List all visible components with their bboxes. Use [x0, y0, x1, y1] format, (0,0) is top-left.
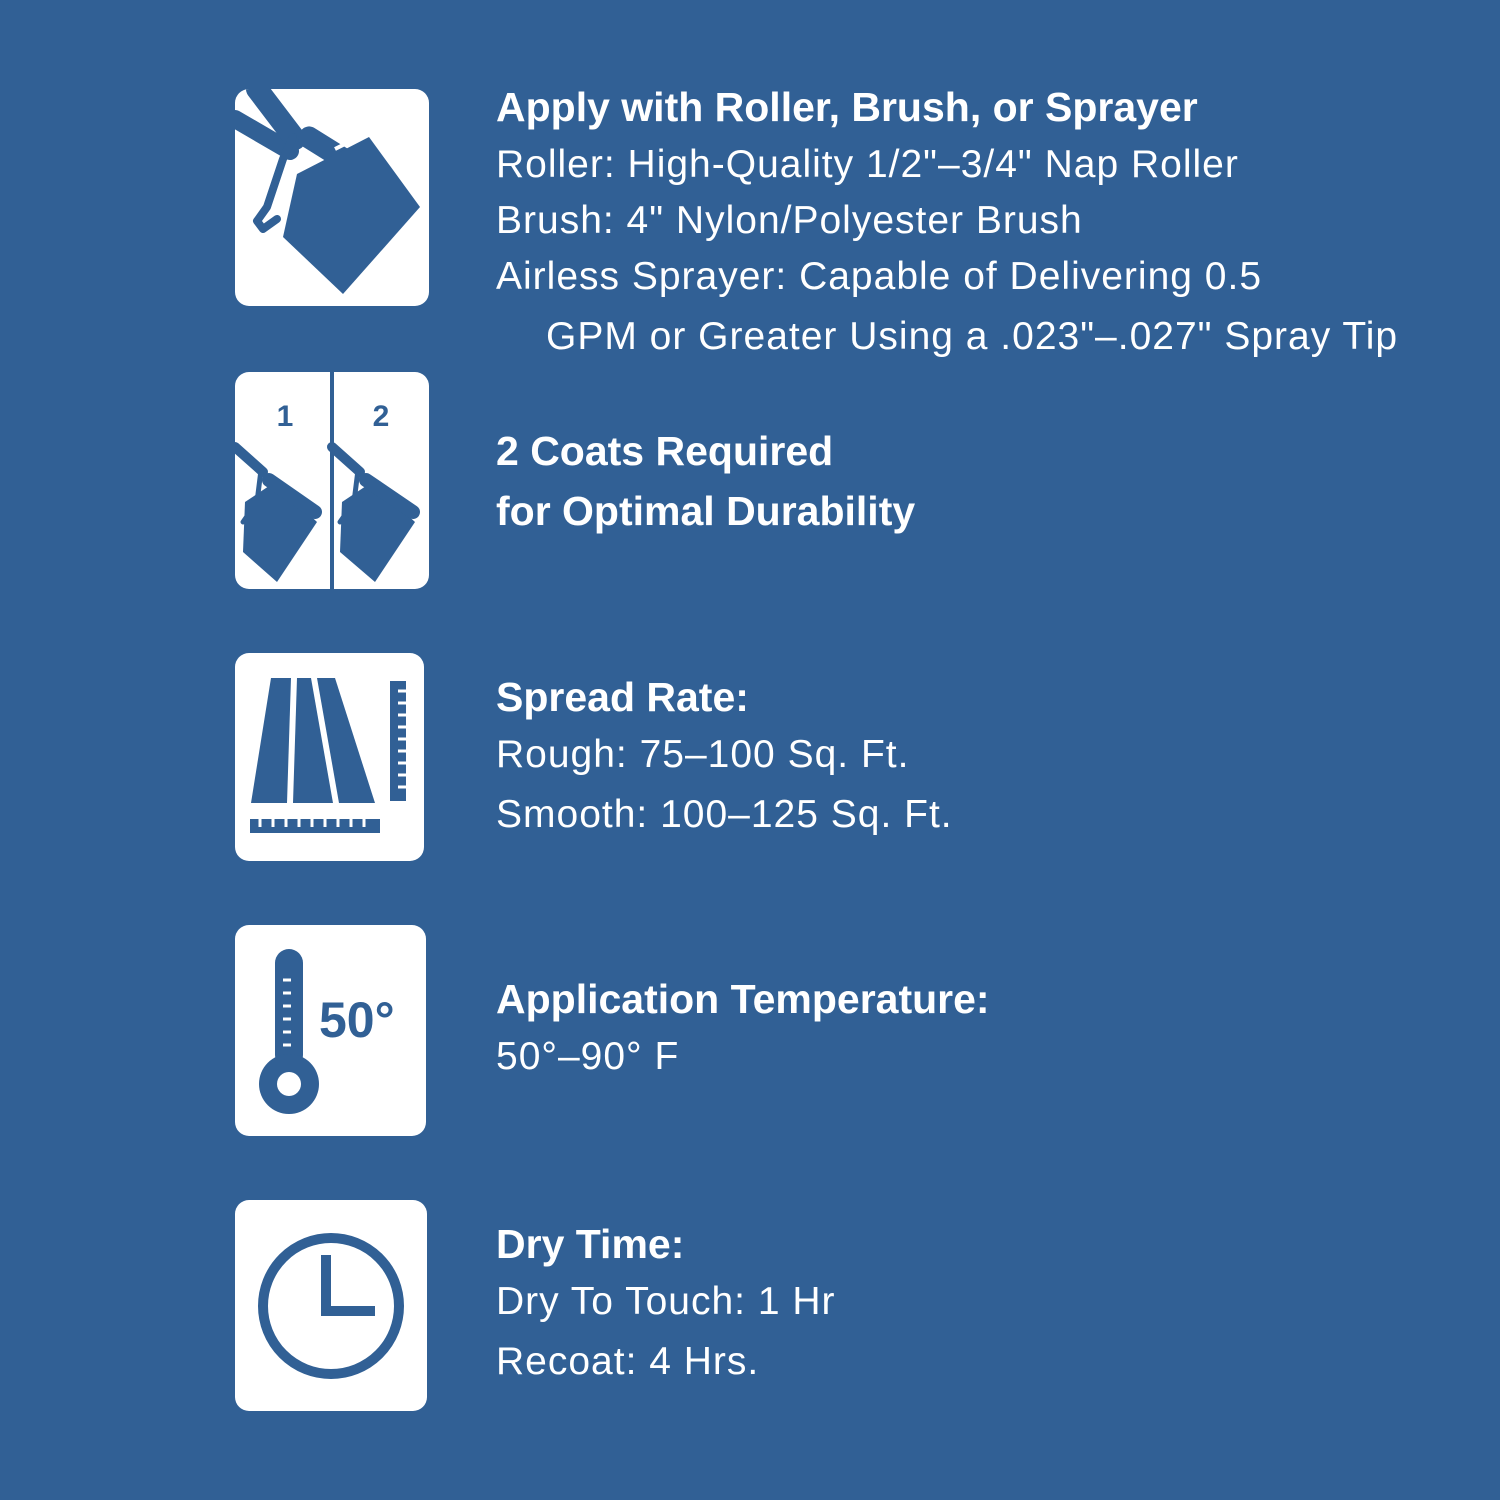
two-coats-icon	[235, 372, 429, 589]
coats-title-line-1: 2 Coats Required	[496, 428, 834, 474]
dry-time-touch: Dry To Touch: 1 Hr	[496, 1280, 836, 1323]
apply-line-roller: Roller: High-Quality 1/2"–3/4" Nap Roller	[496, 143, 1239, 186]
apply-line-sprayer-cont: GPM or Greater Using a .023"–.027" Spray Tip	[546, 315, 1399, 358]
spread-rate-icon	[235, 653, 424, 861]
spread-rate-smooth: Smooth: 100–125 Sq. Ft.	[496, 793, 953, 836]
dry-time-recoat: Recoat: 4 Hrs.	[496, 1340, 760, 1383]
coats-title-line-2: for Optimal Durability	[496, 488, 916, 534]
coat-one-label: 1	[276, 400, 294, 433]
thermometer-label: 50°	[319, 992, 395, 1048]
spread-rate-title: Spread Rate:	[496, 674, 749, 720]
spread-rate-rough: Rough: 75–100 Sq. Ft.	[496, 733, 910, 776]
paint-roller-icon	[235, 89, 429, 306]
temperature-title: Application Temperature:	[496, 976, 990, 1022]
apply-line-sprayer: Airless Sprayer: Capable of Delivering 0.5	[496, 255, 1263, 298]
coat-two-label: 2	[372, 400, 390, 433]
thermometer-icon	[235, 925, 426, 1136]
temperature-range: 50°–90° F	[496, 1035, 680, 1078]
clock-icon	[235, 1200, 427, 1411]
dry-time-title: Dry Time:	[496, 1221, 685, 1267]
apply-line-brush: Brush: 4" Nylon/Polyester Brush	[496, 199, 1083, 242]
apply-title: Apply with Roller, Brush, or Sprayer	[496, 84, 1198, 130]
